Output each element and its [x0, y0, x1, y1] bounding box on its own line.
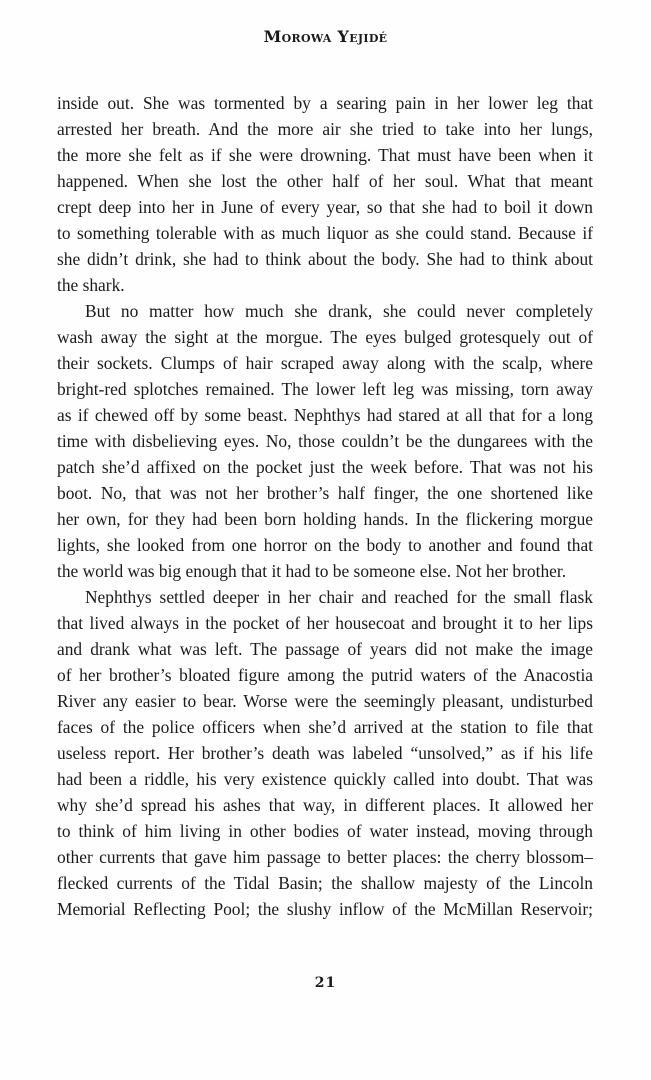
text-line: the shark. [57, 275, 125, 295]
text-line: crept deep into her in June of every year, so that she had to boil it down [57, 197, 593, 217]
text-line: But no matter how much she drank, she could never completely [85, 301, 593, 321]
page-number: 21 [314, 975, 337, 991]
paragraph [57, 298, 593, 584]
text-line: lights, she looked from one horror on the body to another and found that [57, 535, 593, 555]
text-line: bright-red splotches remained. The lower left leg was missing, torn away [57, 379, 593, 399]
text-line: had been a riddle, his very existence quickly called into doubt. That was [57, 769, 593, 789]
body-text [57, 90, 593, 922]
text-line: their sockets. Clumps of hair scraped away along with the scalp, where [57, 353, 593, 373]
text-line: inside out. She was tormented by a searing pain in her lower leg that [57, 93, 593, 113]
text-line: useless report. Her brother’s death was labeled “unsolved,” as if his life [57, 743, 593, 763]
paragraph [57, 90, 593, 298]
text-line: she didn’t drink, she had to think about the body. She had to think about [57, 249, 593, 269]
text-line: River any easier to bear. Worse were the seemingly pleasant, undisturbed [57, 691, 593, 711]
text-line: boot. No, that was not her brother’s half finger, the one shortened like [57, 483, 593, 503]
text-line: why she’d spread his ashes that way, in different places. It allowed her [57, 795, 593, 815]
paragraph [57, 584, 593, 922]
text-line: happened. When she lost the other half of her soul. What that meant [57, 171, 593, 191]
running-head-author: Morowa Yejidé [263, 27, 388, 46]
text-line: faces of the police officers when she’d arrived at the station to file that [57, 717, 593, 737]
text-line: other currents that gave him passage to better places: the cherry blossom– [57, 847, 593, 867]
text-line: wash away the sight at the morgue. The eyes bulged grotesquely out of [57, 327, 593, 347]
text-line: to think of him living in other bodies of water instead, moving through [57, 821, 593, 841]
text-line: and drank what was left. The passage of years did not make the image [57, 639, 593, 659]
text-line: to something tolerable with as much liquor as she could stand. Because if [57, 223, 593, 243]
text-line: the world was big enough that it had to be someone else. Not her brother. [57, 561, 567, 581]
text-line: Nephthys settled deeper in her chair and reached for the small flask [85, 587, 593, 607]
text-line: arrested her breath. And the more air she tried to take into her lungs, [57, 119, 593, 139]
text-line: flecked currents of the Tidal Basin; the shallow majesty of the Lincoln [57, 873, 593, 893]
text-line: as if chewed off by some beast. Nephthys had stared at all that for a long [57, 405, 593, 425]
text-line: time with disbelieving eyes. No, those couldn’t be the dungarees with the [57, 431, 593, 451]
text-line: that lived always in the pocket of her housecoat and brought it to her lips [57, 613, 593, 633]
text-line: Memorial Reflecting Pool; the slushy inflow of the McMillan Reservoir; [57, 899, 593, 919]
text-line: the more she felt as if she were drowning. That must have been when it [57, 145, 593, 165]
text-line: of her brother’s bloated figure among the putrid waters of the Anacostia [57, 665, 593, 685]
text-line: her own, for they had been born holding hands. In the flickering morgue [57, 509, 593, 529]
text-line: patch she’d affixed on the pocket just the week before. That was not his [57, 457, 593, 477]
